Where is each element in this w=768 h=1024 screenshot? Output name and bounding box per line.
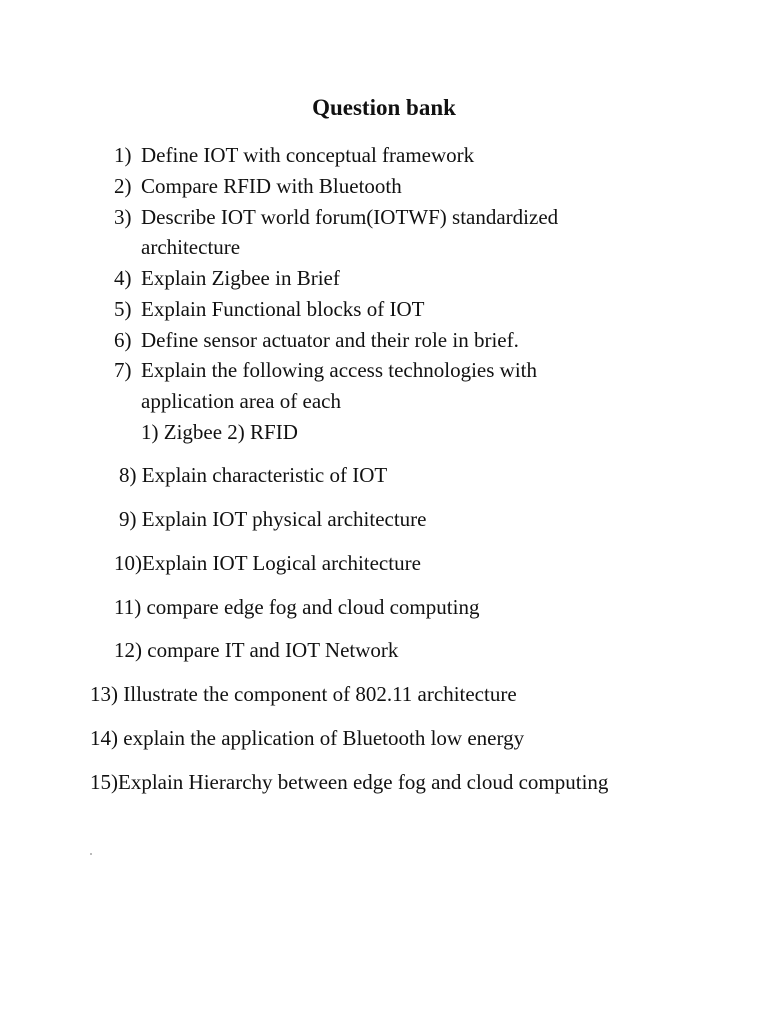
list-item: Explain Functional blocks of IOT	[141, 297, 425, 321]
list-item-continuation: architecture	[141, 235, 241, 259]
question-item: 12) compare IT and IOT Network	[114, 638, 399, 662]
page-title: Question bank	[312, 95, 456, 120]
list-item: Explain the following access technologies with	[141, 358, 537, 382]
question-item: 8) Explain characteristic of IOT	[119, 463, 388, 487]
list-item: Define IOT with conceptual framework	[141, 143, 475, 167]
list-number: 3)	[114, 205, 132, 229]
list-number: 7)	[114, 358, 132, 382]
question-item: 14) explain the application of Bluetooth low energy	[90, 726, 525, 750]
list-item: Describe IOT world forum(IOTWF) standardized	[141, 205, 559, 229]
list-item-sublist: 1) Zigbee 2) RFID	[141, 420, 298, 444]
question-item: 15)Explain Hierarchy between edge fog and cloud computing	[90, 770, 609, 794]
question-item: 13) Illustrate the component of 802.11 architecture	[90, 682, 517, 706]
list-number: 2)	[114, 174, 132, 198]
question-item: 10)Explain IOT Logical architecture	[114, 551, 421, 575]
question-item: 9) Explain IOT physical architecture	[119, 507, 427, 531]
list-item-continuation: application area of each	[141, 389, 341, 413]
list-item: Compare RFID with Bluetooth	[141, 174, 402, 198]
stray-mark	[90, 853, 92, 855]
list-number: 1)	[114, 143, 132, 167]
list-item: Define sensor actuator and their role in brief.	[141, 328, 519, 352]
list-item: Explain Zigbee in Brief	[141, 266, 340, 290]
question-item: 11) compare edge fog and cloud computing	[114, 595, 480, 619]
list-number: 4)	[114, 266, 132, 290]
list-number: 5)	[114, 297, 132, 321]
list-number: 6)	[114, 328, 132, 352]
